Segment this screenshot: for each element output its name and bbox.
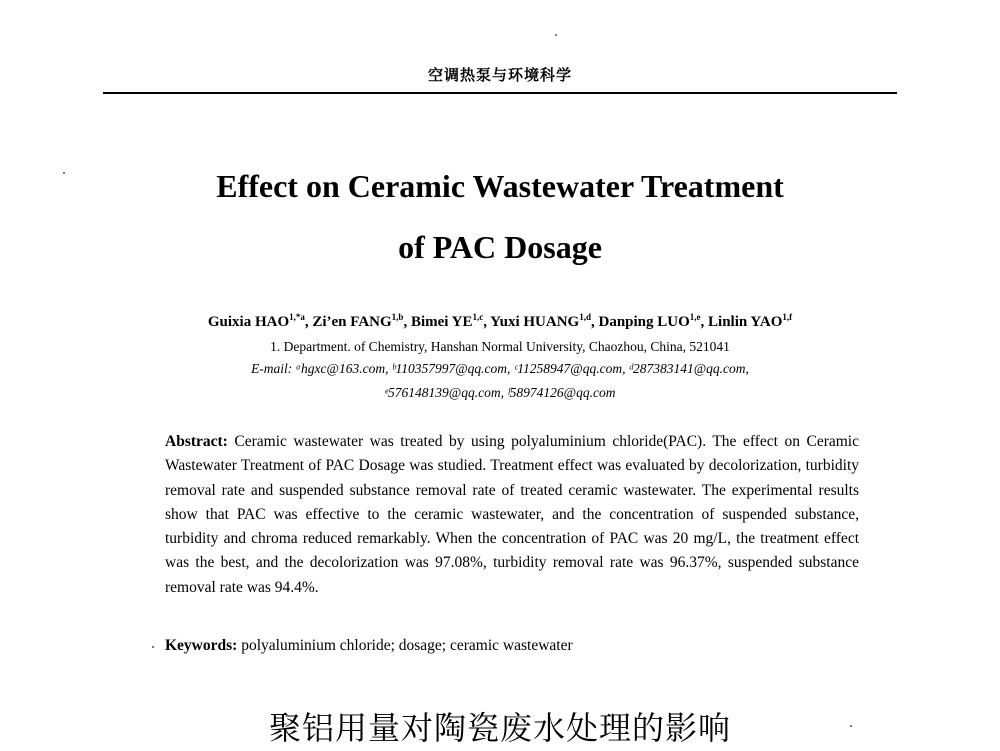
author-sup: 1,c — [472, 312, 484, 322]
affiliation: 1. Department. of Chemistry, Hanshan Normal University, Chaozhou, China, 521041 — [270, 339, 730, 354]
author-sup: 1,*a — [289, 312, 305, 322]
author-sep: , — [483, 314, 491, 330]
author — [599, 314, 709, 330]
keywords — [165, 637, 859, 655]
scan-speck — [63, 172, 65, 174]
email-line-2: ᵉ576148139@qq.com, ᶠ58974126@qq.com — [384, 385, 616, 400]
title-line-2: of PAC Dosage — [398, 229, 602, 265]
author-list — [80, 312, 920, 331]
author — [490, 314, 598, 330]
author-sup: 1,b — [391, 312, 404, 322]
author-sup: 1,d — [579, 312, 591, 322]
author-sep: , — [591, 314, 599, 330]
author — [411, 314, 490, 330]
chinese-title: 聚铝用量对陶瓷废水处理的影响 — [268, 709, 731, 747]
author-sep: , — [304, 314, 313, 330]
scan-speck — [850, 725, 852, 727]
header-rule — [103, 92, 897, 94]
author — [312, 314, 411, 330]
author-sep: , — [700, 314, 709, 330]
abstract-label: Abstract: — [165, 433, 228, 450]
email-line-1: E-mail: ᵃhgxc@163.com, ᵇ110357997@qq.com, ᶜ11258947@qq.com, ᵈ287383141@qq.com, — [251, 361, 749, 376]
keywords-label: Keywords: — [165, 637, 238, 654]
abstract — [165, 430, 859, 600]
title-line-1: Effect on Ceramic Wastewater Treatment — [216, 168, 784, 204]
author-sup: 1,e — [689, 312, 701, 322]
author-sep: , — [403, 314, 411, 330]
author — [208, 314, 313, 330]
author-name: Zi’en FANG — [312, 314, 392, 330]
keywords-text: polyaluminium chloride; dosage; ceramic wastewater — [241, 637, 573, 654]
author-name: Bimei YE — [410, 314, 473, 330]
author-sup: 1,f — [782, 312, 793, 322]
journal-header: 空调热泵与环境科学 — [427, 66, 572, 84]
author-name: Guixia HAO — [207, 314, 290, 330]
author-name: Danping LUO — [598, 314, 690, 330]
author-name: Linlin YAO — [708, 314, 783, 330]
scan-speck — [555, 34, 557, 36]
abstract-text: Ceramic wastewater was treated by using polyaluminium chloride(PAC). The effect on Ceramic Wastewater Treatment of PAC Dosage was studied. Treatment effect was evaluated by decolorization, turbidity removal rate and suspended substance removal rate of treated ceramic wastewater. The experimental results show that PAC was effective to the ceramic wastewater, and the concentration of suspended substance, turbidity and chroma reduced remarkably. When the concentration of PAC was 20 mg/L, the treatment effect was the best, and the decolorization was 97.08%, turbidity removal rate was 96.37%, suspended substance removal rate was 94.4%. — [165, 433, 859, 596]
author-name: Yuxi HUANG — [490, 314, 580, 330]
author — [708, 314, 792, 330]
scan-speck — [152, 646, 154, 648]
